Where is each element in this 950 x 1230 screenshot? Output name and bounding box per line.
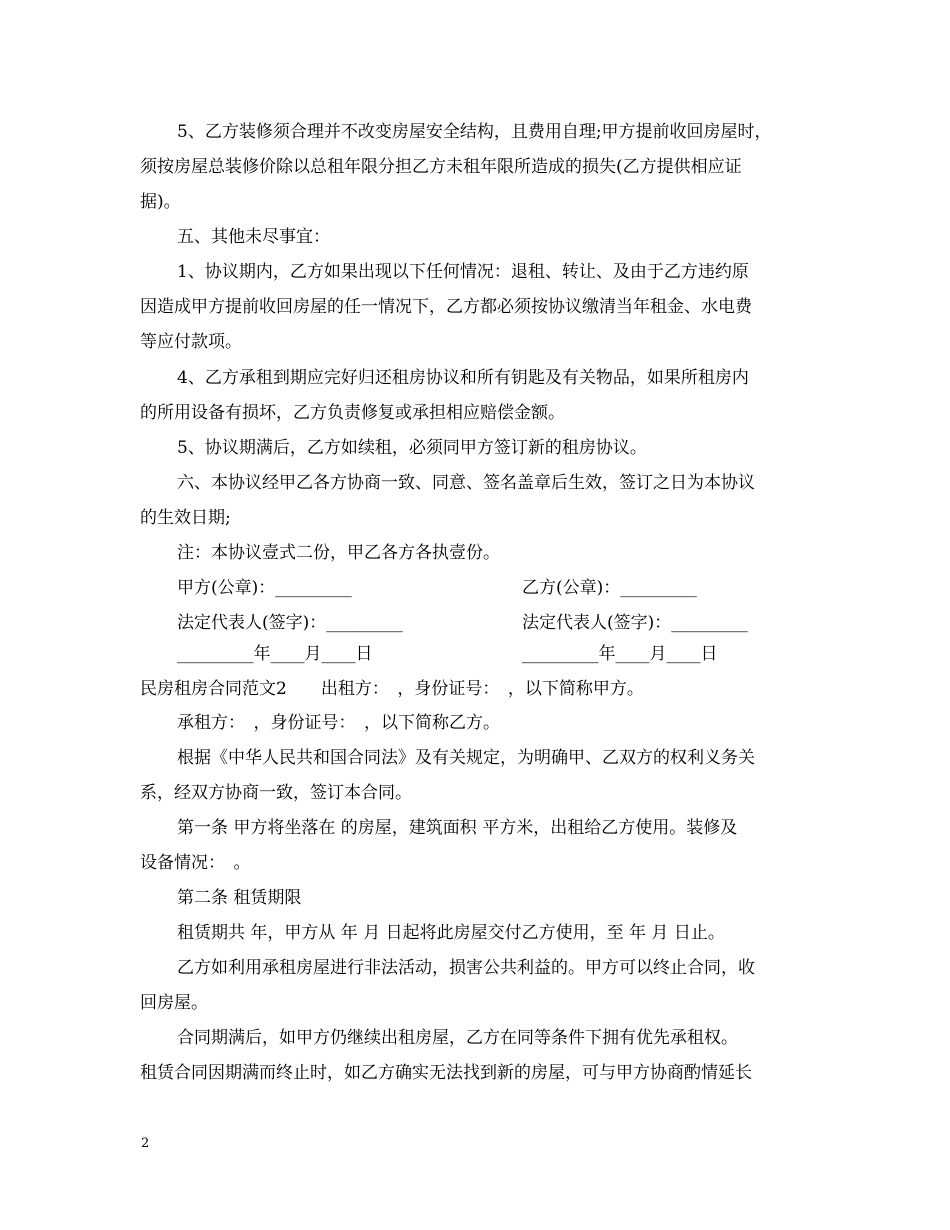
- paragraph-line: 租赁合同因期满而终止时，如乙方确实无法找到新的房屋，可与甲方协商酌情延长: [140, 1063, 752, 1083]
- paragraph-line: 5、乙方装修须合理并不改变房屋安全结构，且费用自理;甲方提前收回房屋时，: [177, 122, 772, 142]
- paragraph-line: 据)。: [140, 192, 181, 212]
- party-a-date-field: _________年____月____日: [177, 644, 373, 664]
- paragraph-line: 乙方如利用承租房屋进行非法活动，损害公共利益的。甲方可以终止合同，收: [177, 958, 755, 978]
- article-line: 第一条 甲方将坐落在 的房屋，建筑面积 平方米，出租给乙方使用。装修及: [177, 818, 738, 838]
- paragraph-line: 5、协议期满后，乙方如续租，必须同甲方签订新的租房协议。: [177, 438, 647, 458]
- contract-title-line: 民房租房合同范文2 出租方： ，身份证号： ，以下简称甲方。: [140, 679, 644, 699]
- paragraph-line: 系，经双方协商一致，签订本合同。: [140, 783, 412, 803]
- party-b-seal-field: 乙方(公章)：_________: [522, 578, 697, 598]
- party-b-date-field: _________年____月____日: [522, 644, 718, 664]
- paragraph-line: 承租方： ，身份证号： ，以下简称乙方。: [177, 713, 500, 733]
- paragraph-line: 合同期满后，如甲方仍继续出租房屋，乙方在同等条件下拥有优先承租权。: [177, 1028, 738, 1048]
- paragraph-line: 因造成甲方提前收回房屋的任一情况下，乙方都必须按协议缴清当年租金、水电费: [140, 297, 752, 317]
- paragraph-line: 的所用设备有损坏，乙方负责修复或承担相应赔偿金额。: [140, 403, 565, 423]
- paragraph-line: 六、本协议经甲乙各方协商一致、同意、签名盖章后生效，签订之日为本协议: [177, 473, 755, 493]
- paragraph-line: 1、协议期内，乙方如果出现以下任何情况：退租、转让、及由于乙方违约原: [177, 262, 749, 282]
- section-heading: 五、其他未尽事宜：: [177, 227, 330, 247]
- note-line: 注：本协议壹式二份，甲乙各方各执壹份。: [177, 543, 500, 563]
- paragraph-line: 等应付款项。: [140, 332, 242, 352]
- paragraph-line: 的生效日期;: [140, 508, 231, 528]
- party-a-representative-field: 法定代表人(签字)：_________: [177, 613, 403, 633]
- paragraph-line: 4、乙方承租到期应完好归还租房协议和所有钥匙及有关物品，如果所租房内: [177, 368, 749, 388]
- paragraph-line: 须按房屋总装修价除以总租年限分担乙方未租年限所造成的损失(乙方提供相应证: [140, 157, 742, 177]
- article-heading: 第二条 租赁期限: [177, 888, 302, 908]
- party-b-representative-field: 法定代表人(签字)：_________: [522, 613, 748, 633]
- paragraph-line: 租赁期共 年，甲方从 年 月 日起将此房屋交付乙方使用，至 年 月 日止。: [177, 923, 725, 943]
- party-a-seal-field: 甲方(公章)：_________: [177, 578, 352, 598]
- paragraph-line: 回房屋。: [140, 993, 208, 1013]
- paragraph-line: 设备情况： 。: [140, 853, 251, 873]
- page-number: 2: [141, 1136, 150, 1151]
- paragraph-line: 根据《中华人民共和国合同法》及有关规定，为明确甲、乙双方的权利义务关: [177, 748, 755, 768]
